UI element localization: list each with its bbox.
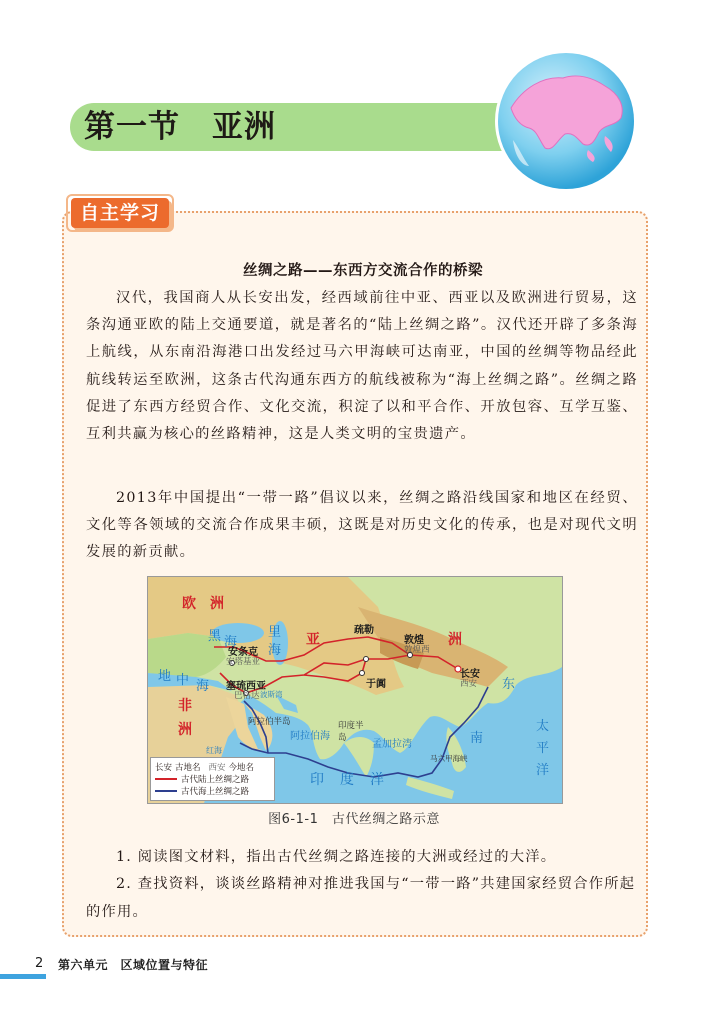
map-label-indian-peninsula: 印度半岛 — [338, 721, 364, 743]
land-route-line-icon — [155, 778, 177, 780]
legend-place-names — [155, 761, 270, 773]
map-city-antioch-modern: 安塔基亚 — [226, 657, 261, 667]
legend-land-route — [155, 773, 270, 785]
map-label-arabian-peninsula: 阿拉伯半岛 — [248, 717, 291, 727]
legend-modern-desc: 今地名 — [228, 763, 255, 773]
map-legend — [150, 757, 275, 801]
footer-accent-bar — [0, 974, 46, 979]
map-label-east-sea: 东 — [502, 677, 516, 692]
map-label-med-3: 海 — [196, 679, 210, 694]
article-paragraph-2: 2013年中国提出“一带一路”倡议以来，丝绸之路沿线国家和地区在经贸、文化等各领域的交流合作成果丰硕，这既是对历史文化的传承，也是对现代文明发展的新贡献。 — [86, 490, 638, 561]
map-label-pacific-2: 平 — [536, 741, 550, 756]
map-label-europe-2: 洲 — [210, 596, 224, 612]
question-1: 1. 阅读图文材料，指出古代丝绸之路连接的大洲或经过的大洋。 — [116, 849, 557, 865]
unit-title: 第六单元 区域位置与特征 — [58, 958, 209, 972]
map-label-black-sea-1: 黑 — [208, 629, 222, 644]
map-city-dunhuang-modern: 敦煌西 — [404, 645, 430, 655]
map-label-malacca: 马六甲海峡 — [430, 754, 468, 763]
map-city-seleucia-modern: 巴格达 — [234, 691, 260, 701]
map-label-africa-2: 洲 — [178, 722, 192, 738]
map-label-caspian-1: 里 — [268, 625, 282, 640]
map-city-seleucia: 塞琉西亚 — [226, 681, 266, 692]
map-city-changan: 长安 — [460, 669, 480, 680]
legend-modern-sample: 西安 — [208, 763, 226, 773]
legend-ancient-desc: 古地名 — [175, 763, 201, 773]
legend-sea-route-label: 古代海上丝绸之路 — [181, 787, 250, 797]
map-label-persian-gulf: 波斯湾 — [260, 690, 283, 699]
map-label-pacific-1: 太 — [536, 719, 550, 734]
question-2: 2. 查找资料，谈谈丝路精神对推进我国与“一带一路”共建国家经贸合作所起的作用。 — [86, 876, 636, 920]
map-label-med-2: 中 — [176, 673, 190, 688]
map-city-dunhuang: 敦煌 — [404, 635, 424, 646]
legend-land-route-label: 古代陆上丝绸之路 — [181, 775, 250, 785]
map-label-pacific-3: 洋 — [536, 763, 550, 778]
map-label-south-sea: 南 — [470, 731, 484, 746]
map-label-caspian-2: 海 — [268, 643, 282, 658]
figure-caption: 图6-1-1 古代丝绸之路示意 — [268, 812, 440, 827]
map-label-red-sea: 红海 — [206, 746, 222, 755]
page-number: 2 — [35, 956, 44, 971]
map-city-shule: 疏勒 — [354, 625, 374, 636]
map-city-antioch: 安条克 — [228, 647, 258, 658]
study-tab-label: 自主学习 — [71, 198, 169, 228]
map-label-asia-2: 洲 — [448, 632, 462, 648]
map-label-europe-1: 欧 — [182, 596, 196, 612]
section-title: 第一节 亚洲 — [84, 109, 276, 145]
map-city-khotan: 于阗 — [366, 679, 386, 690]
article-paragraph-1: 汉代，我国商人从长安出发，经西域前往中亚、西亚以及欧洲进行贸易，这条沟通亚欧的陆上交通要道，就是著名的“陆上丝绸之路”。汉代还开辟了多条海上航线，从东南沿海港口出发经过马六甲海峡可达南亚，中国的丝绸等物品经此航线转运至欧洲，这条古代沟通东西方的航线被称为“海上丝绸之路”。丝绸之路促进了东西方经贸合作、文化交流，积淀了以和平合作、开放包容、互学互鉴、互利共赢为核心的丝路精神，这是人类文明的宝贵遗产。 — [86, 290, 638, 443]
map-label-med-1: 地 — [158, 669, 172, 684]
sea-route-line-icon — [155, 790, 177, 792]
legend-ancient-sample: 长安 — [155, 763, 173, 773]
legend-sea-route — [155, 785, 270, 797]
map-label-black-sea-2: 海 — [224, 635, 238, 650]
globe-icon — [493, 48, 639, 194]
map-label-africa-1: 非 — [178, 698, 192, 714]
map-city-changan-modern: 西安 — [460, 679, 478, 689]
article-title: 丝绸之路——东西方交流合作的桥梁 — [243, 263, 483, 279]
map-label-asia-1: 亚 — [306, 632, 320, 648]
map-label-arabian-sea: 阿拉伯海 — [290, 731, 330, 742]
map-label-bay-of-bengal: 孟加拉湾 — [372, 739, 412, 750]
map-label-indian-ocean: 印 度 洋 — [310, 772, 385, 788]
